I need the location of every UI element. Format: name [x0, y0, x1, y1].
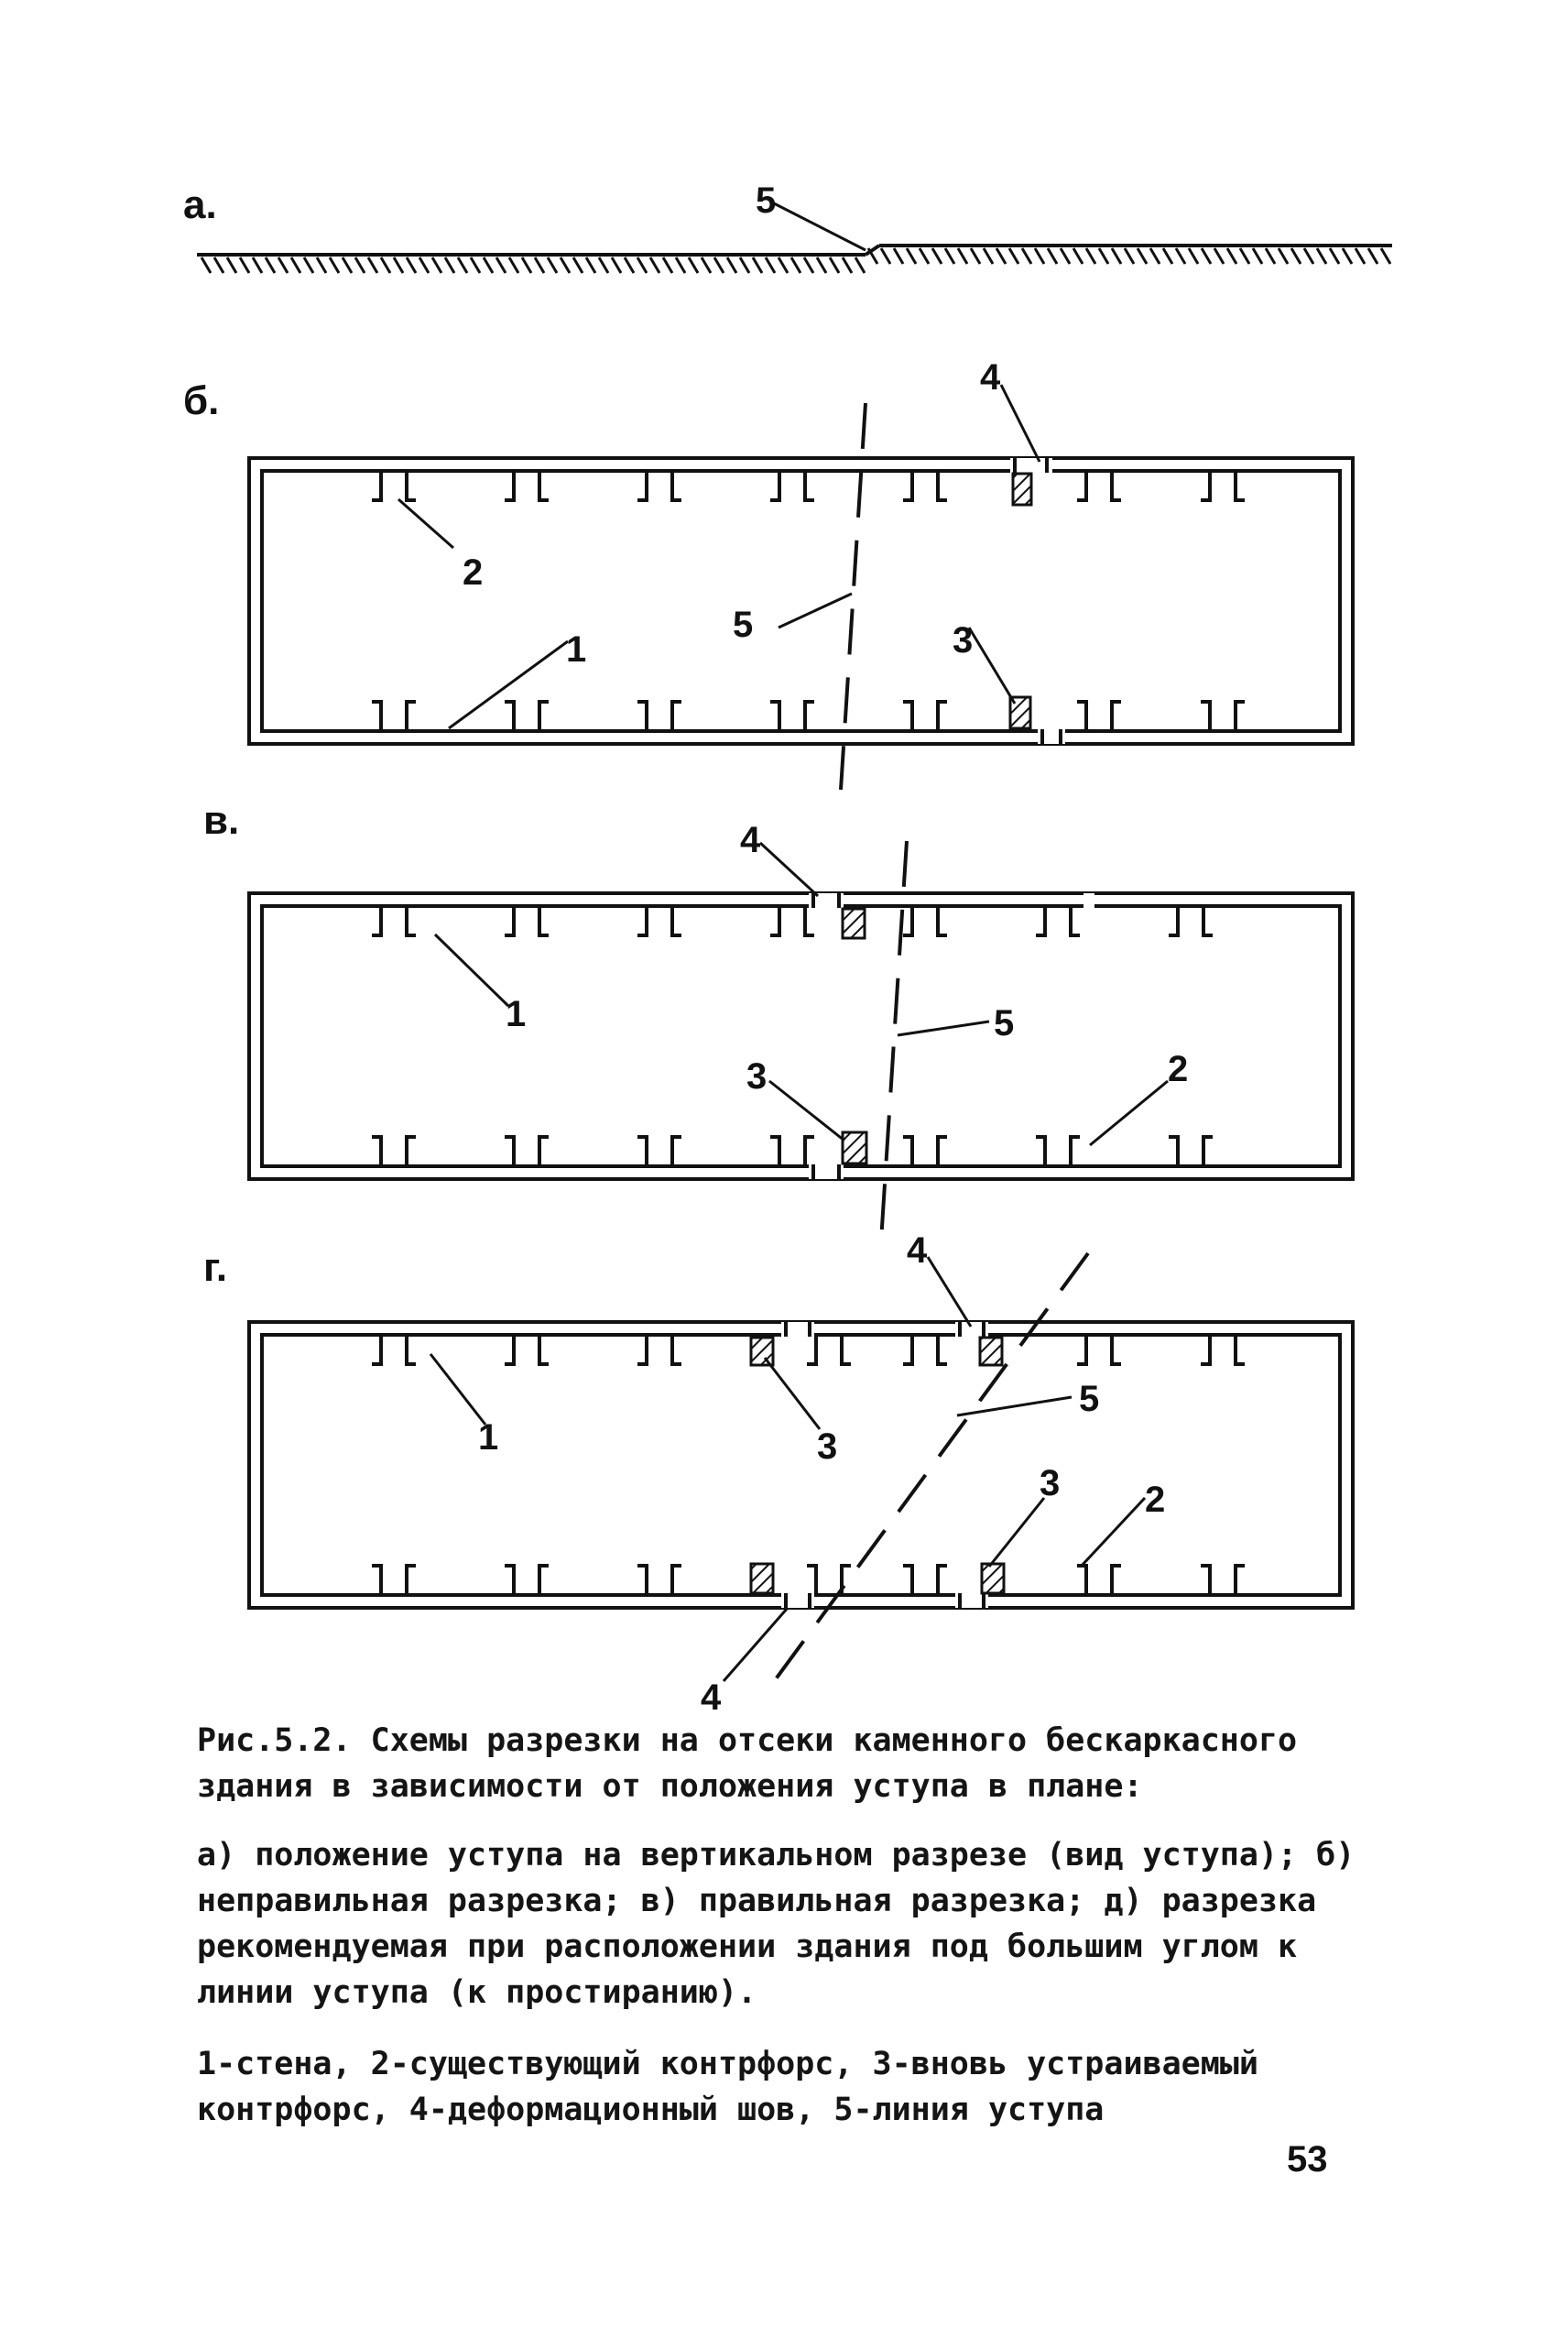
step-line — [881, 841, 907, 1241]
hatch-mark — [1112, 248, 1121, 264]
new-buttress — [751, 1338, 773, 1365]
callout-4: 4 — [701, 1677, 722, 1718]
hatch-mark — [1356, 248, 1365, 264]
hatch-mark — [1125, 248, 1134, 264]
existing-buttress — [903, 1335, 947, 1364]
hatch-mark — [368, 257, 377, 273]
hatch-mark — [1304, 248, 1313, 264]
hatch-mark — [471, 257, 480, 273]
callout-3: 3 — [953, 620, 974, 661]
existing-buttress — [505, 1137, 549, 1166]
hatch-mark — [1138, 248, 1147, 264]
hatch-mark — [830, 257, 839, 273]
hatch-mark — [612, 257, 621, 273]
existing-buttress — [1077, 1566, 1121, 1595]
hatch-mark — [343, 257, 352, 273]
hatch-mark — [1086, 248, 1095, 264]
figure-caption-legend: 1-стена, 2-существующий контрфорс, 3-вновь устраиваемый контрфорс, 4-деформационный шов, 5-линия уступа — [197, 2046, 1258, 2128]
hatch-mark — [753, 257, 762, 273]
existing-buttress — [505, 702, 549, 731]
hatch-mark — [355, 257, 365, 273]
hatch-mark — [958, 248, 967, 264]
hatch-mark — [1176, 248, 1185, 264]
hatch-mark — [278, 257, 288, 273]
hatch-mark — [1022, 248, 1031, 264]
existing-buttress — [372, 1566, 416, 1595]
building-plan-b — [249, 458, 1353, 744]
hatch-mark — [766, 257, 775, 273]
existing-buttress — [903, 702, 947, 731]
existing-buttress — [1077, 1335, 1121, 1364]
callout-leaders — [398, 385, 1040, 728]
hatch-mark — [1009, 248, 1018, 264]
panel-v — [203, 798, 1353, 1241]
callout-1: 1 — [478, 1417, 499, 1458]
hatch-mark — [484, 257, 493, 273]
callout-2: 2 — [1145, 1480, 1166, 1520]
hatch-mark — [1330, 248, 1339, 264]
existing-buttress — [372, 702, 416, 731]
existing-buttress — [637, 906, 681, 935]
hatch-mark — [548, 257, 557, 273]
existing-buttress — [903, 471, 947, 500]
hatch-mark — [266, 257, 275, 273]
hatch-mark — [407, 257, 416, 273]
panel-g-label: г. — [203, 1245, 228, 1290]
hatch-mark — [1099, 248, 1108, 264]
hatch-mark — [599, 257, 608, 273]
existing-buttress — [770, 702, 814, 731]
hatch-mark — [291, 257, 300, 273]
hatch-mark — [984, 248, 993, 264]
callout-1: 1 — [566, 629, 587, 670]
existing-buttress — [372, 1137, 416, 1166]
existing-buttress — [1201, 1566, 1245, 1595]
existing-buttress — [637, 471, 681, 500]
new-buttress — [751, 1564, 773, 1593]
hatch-mark — [779, 257, 788, 273]
existing-buttress — [1169, 1137, 1213, 1166]
existing-buttress — [637, 702, 681, 731]
new-buttress — [843, 1132, 866, 1164]
hatch-mark — [445, 257, 454, 273]
hatch-mark — [253, 257, 262, 273]
callout-5: 5 — [994, 1003, 1015, 1043]
hatch-mark — [740, 257, 749, 273]
hatch-mark — [1214, 248, 1224, 264]
existing-buttress — [903, 1137, 947, 1166]
existing-buttress — [637, 1137, 681, 1166]
hatch-mark — [920, 248, 929, 264]
hatch-mark — [304, 257, 313, 273]
callout-leader — [774, 203, 866, 250]
page-number: 53 — [1287, 2139, 1328, 2180]
hatch-mark — [1253, 248, 1262, 264]
hatch-mark — [240, 257, 249, 273]
hatch-mark — [1266, 248, 1275, 264]
hatch-mark — [650, 257, 659, 273]
hatch-mark — [419, 257, 429, 273]
hatch-mark — [804, 257, 813, 273]
hatch-mark — [381, 257, 390, 273]
hatch-mark — [971, 248, 980, 264]
hatch-mark — [702, 257, 711, 273]
callout-3: 3 — [817, 1426, 838, 1467]
hatch-mark — [1240, 248, 1249, 264]
callout-1: 1 — [506, 994, 527, 1034]
hatch-mark — [663, 257, 672, 273]
callout-5: 5 — [733, 605, 754, 645]
callout-4: 4 — [980, 357, 1001, 398]
existing-buttress — [505, 906, 549, 935]
existing-buttress — [1036, 1137, 1080, 1166]
hatch-mark — [561, 257, 570, 273]
hatch-mark — [586, 257, 595, 273]
existing-buttress — [903, 1566, 947, 1595]
existing-buttress — [505, 1566, 549, 1595]
callout-3: 3 — [746, 1056, 768, 1097]
existing-buttress — [1077, 702, 1121, 731]
hatch-mark — [881, 248, 890, 264]
panel-a-label: а. — [183, 182, 217, 227]
hatch-mark — [432, 257, 441, 273]
existing-buttress — [903, 906, 947, 935]
existing-buttress — [770, 471, 814, 500]
hatch-mark — [1048, 248, 1057, 264]
hatch-mark — [1343, 248, 1352, 264]
hatch-mark — [1189, 248, 1198, 264]
existing-buttress — [637, 1566, 681, 1595]
existing-buttress — [372, 906, 416, 935]
panel-a — [183, 180, 1392, 273]
hatch-mark — [1150, 248, 1160, 264]
figure-caption-title: Рис.5.2. Схемы разрезки на отсеки каменного бескаркасного здания в зависимости от положения уступа в плане: — [197, 1722, 1298, 1805]
callout-5: 5 — [1079, 1379, 1100, 1419]
hatch-mark — [1381, 248, 1390, 264]
hatch-mark — [894, 248, 903, 264]
hatch-mark — [458, 257, 467, 273]
hatch-mark — [573, 257, 583, 273]
hatch-mark — [1163, 248, 1172, 264]
existing-buttress — [372, 471, 416, 500]
hatch-mark — [1035, 248, 1044, 264]
hatch-mark — [625, 257, 634, 273]
hatch-mark — [817, 257, 826, 273]
hatch-mark — [496, 257, 506, 273]
existing-buttress — [1201, 471, 1245, 500]
hatch-mark — [1061, 248, 1070, 264]
existing-buttress — [372, 1335, 416, 1364]
hatch-mark — [535, 257, 544, 273]
hatch-mark — [214, 257, 223, 273]
ground-hatching — [201, 248, 1390, 273]
hatch-mark — [1073, 248, 1083, 264]
callout-leaders — [435, 843, 1168, 1145]
callout-2: 2 — [1168, 1049, 1189, 1089]
callout-2: 2 — [463, 552, 484, 593]
callout-4: 4 — [740, 820, 761, 860]
new-buttress — [980, 1338, 1002, 1365]
panel-b — [183, 357, 1353, 790]
panel-v-label: в. — [203, 798, 240, 843]
hatch-mark — [843, 257, 852, 273]
new-buttress — [843, 909, 865, 938]
hatch-mark — [791, 257, 800, 273]
hatch-mark — [1227, 248, 1236, 264]
hatch-mark — [727, 257, 736, 273]
callout-4: 4 — [907, 1230, 928, 1271]
existing-buttress — [770, 1137, 814, 1166]
hatch-mark — [330, 257, 339, 273]
hatch-mark — [996, 248, 1006, 264]
building-plan-v — [249, 893, 1353, 1179]
existing-buttress — [637, 1335, 681, 1364]
hatch-mark — [676, 257, 685, 273]
hatch-mark — [689, 257, 698, 273]
existing-buttress — [1201, 702, 1245, 731]
existing-buttress — [807, 1566, 851, 1595]
panel-g — [203, 1230, 1353, 1718]
hatch-mark — [509, 257, 518, 273]
hatch-mark — [932, 248, 942, 264]
existing-buttress — [1201, 1335, 1245, 1364]
hatch-mark — [907, 248, 916, 264]
new-buttress — [982, 1564, 1004, 1593]
hatch-mark — [637, 257, 647, 273]
hatch-mark — [1368, 248, 1377, 264]
existing-buttress — [1077, 471, 1121, 500]
new-buttress — [1013, 474, 1031, 505]
hatch-mark — [945, 248, 954, 264]
existing-buttress — [1036, 906, 1080, 935]
existing-buttress — [505, 1335, 549, 1364]
hatch-mark — [855, 257, 865, 273]
ground-line — [197, 246, 1392, 255]
figure-caption-subpanels: а) положение уступа на вертикальном разрезе (вид уступа); б) неправильная разрезка; в) правильная разрезка; д) разрезка рекомендуемая при расположении здания под большим углом к линии уступа (к простиранию). — [197, 1837, 1356, 2011]
hatch-mark — [1279, 248, 1288, 264]
hatch-mark — [317, 257, 326, 273]
hatch-mark — [201, 257, 211, 273]
callout-3: 3 — [1040, 1463, 1061, 1503]
hatch-mark — [394, 257, 403, 273]
panel-b-label: б. — [183, 378, 220, 423]
hatch-mark — [522, 257, 531, 273]
hatch-mark — [1291, 248, 1301, 264]
existing-buttress — [807, 1335, 851, 1364]
hatch-mark — [1317, 248, 1326, 264]
callout-5: 5 — [756, 180, 777, 221]
building-plan-g — [249, 1322, 1353, 1608]
hatch-mark — [714, 257, 724, 273]
existing-buttress — [770, 906, 814, 935]
hatch-mark — [1202, 248, 1211, 264]
hatch-mark — [227, 257, 236, 273]
existing-buttress — [1169, 906, 1213, 935]
existing-buttress — [505, 471, 549, 500]
